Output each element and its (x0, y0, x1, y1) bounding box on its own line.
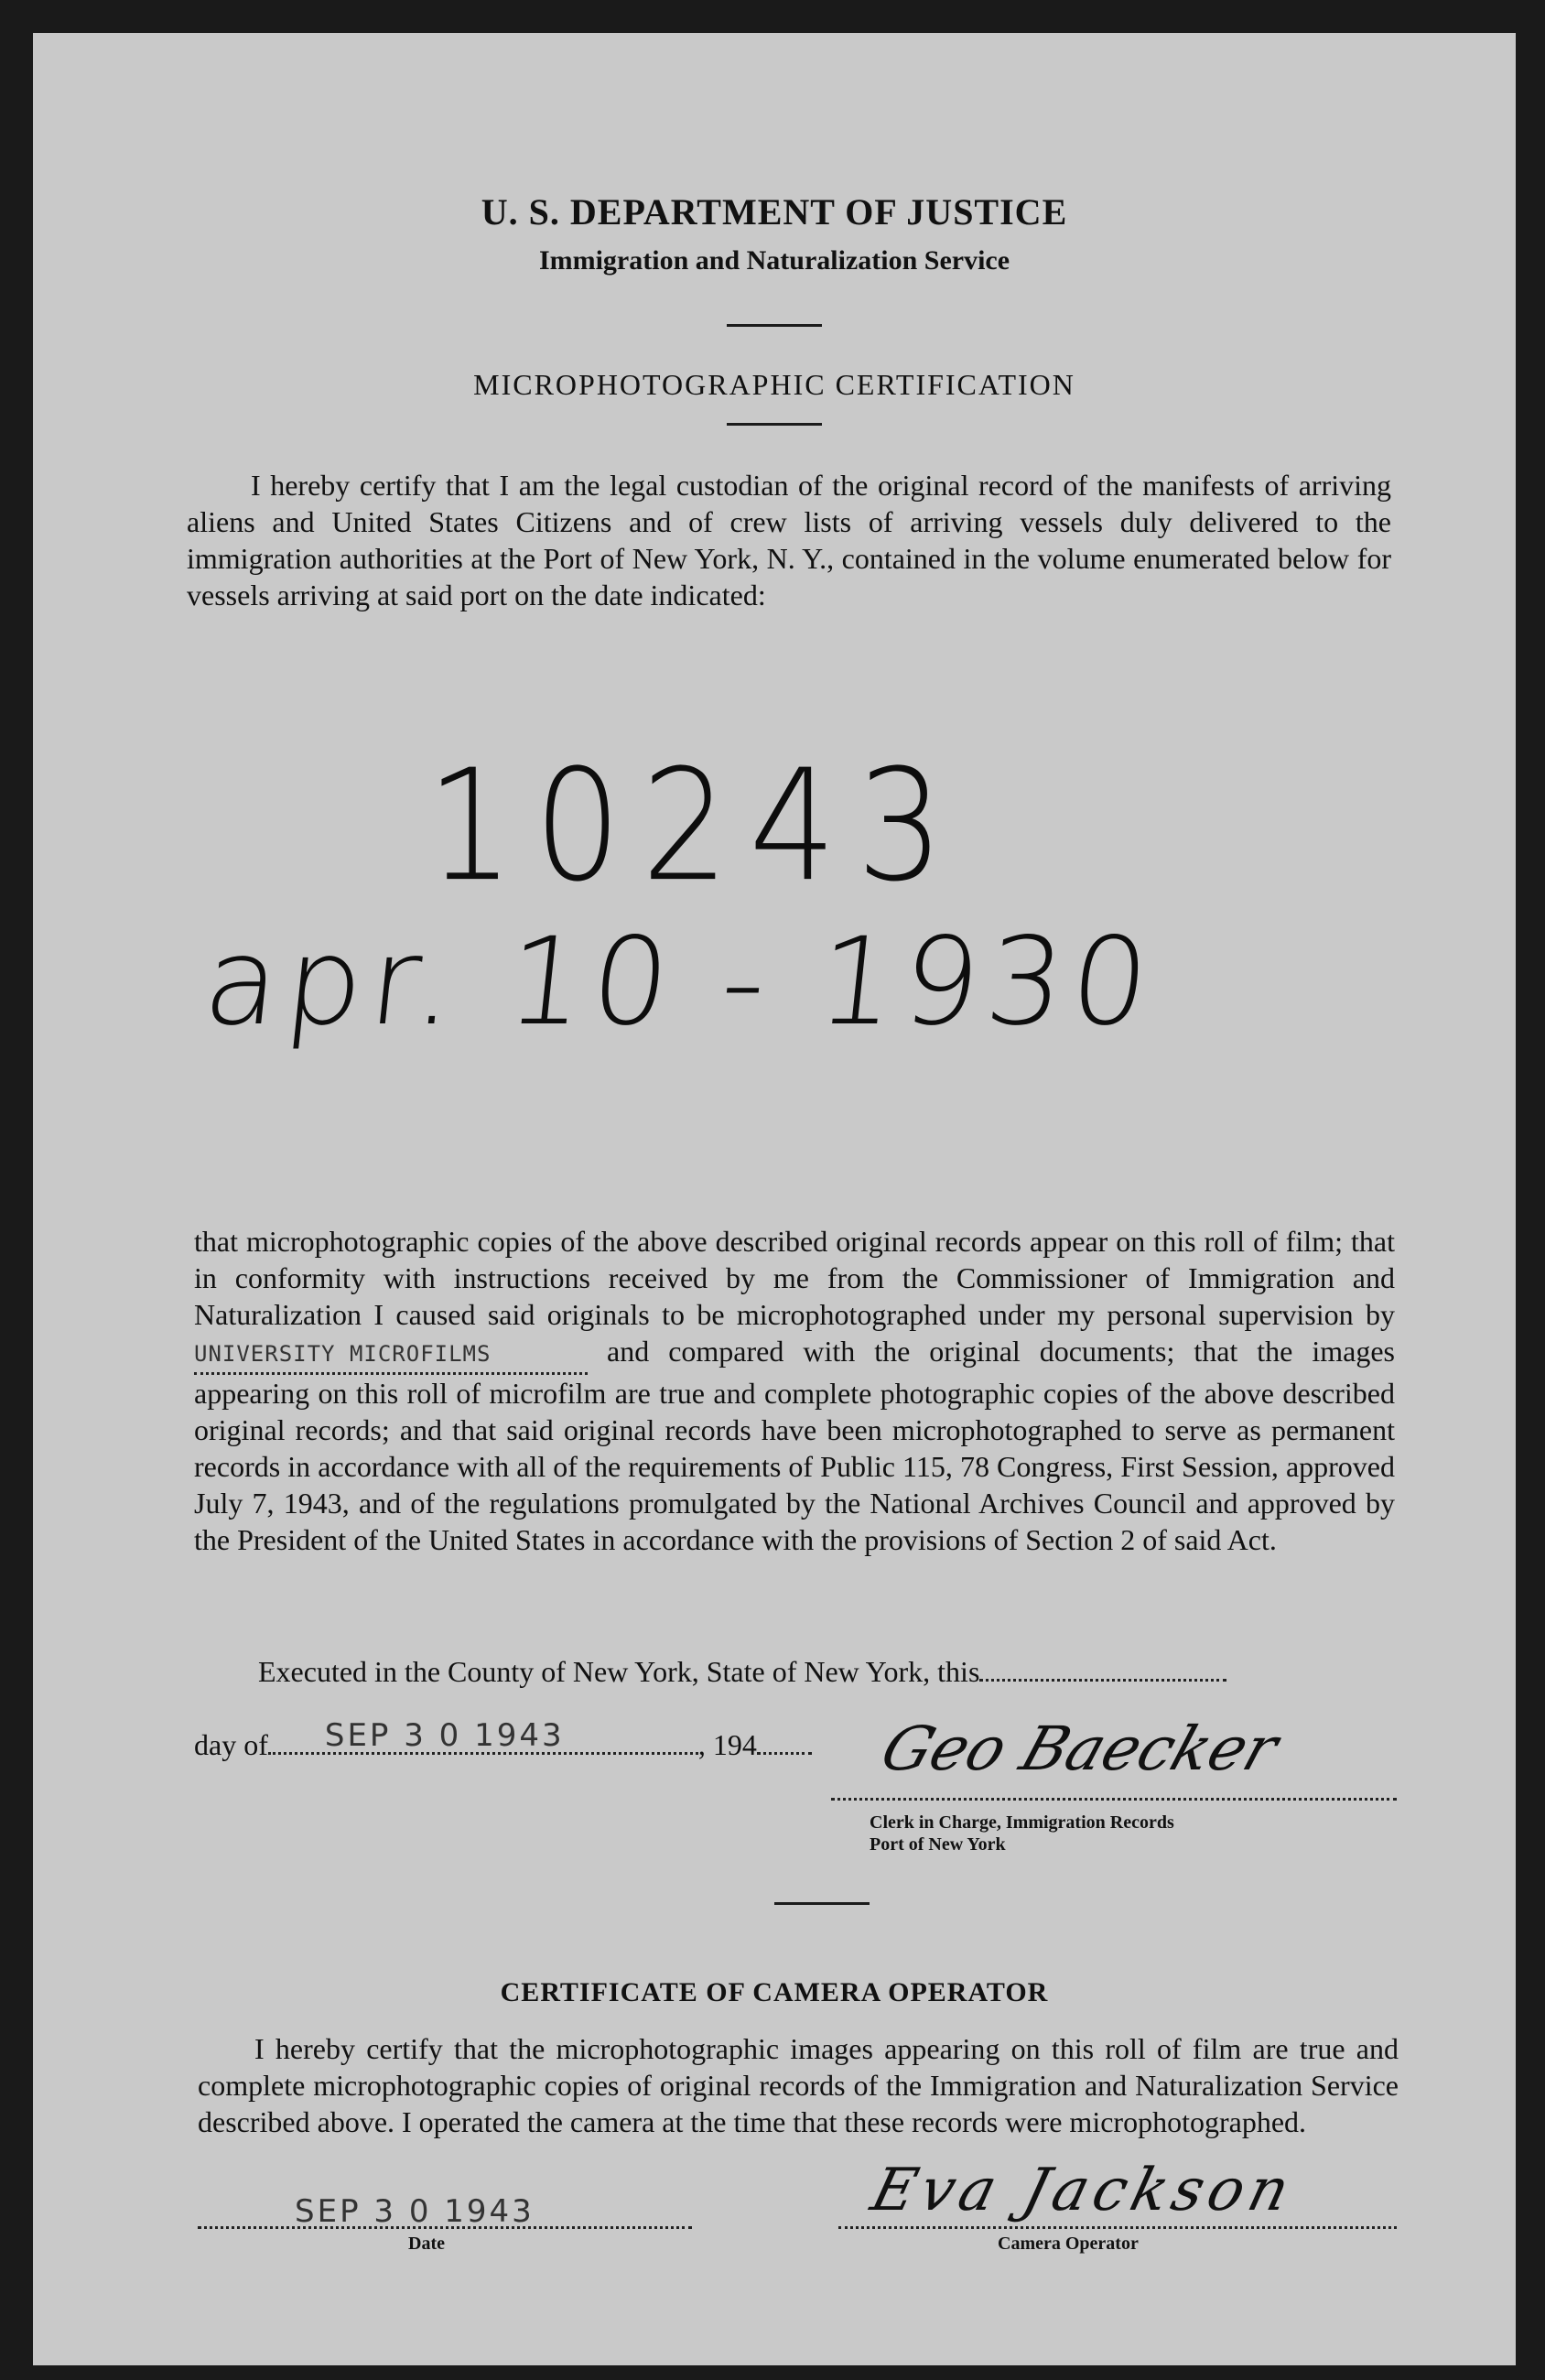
clerk-signature: Geo Baecker (872, 1714, 1287, 1784)
executed-line (258, 1655, 1397, 1689)
body-paragraph (194, 1223, 1395, 1558)
operator-signature: Eva Jackson (864, 2157, 1302, 2224)
operator-date-stamp: SEP 3 0 1943 (295, 2193, 535, 2230)
body-paragraph-part2: and compared with the original documents; that the images appearing on this roll of microfilm are true and complete photographic copies of the above described original records; and that said original records have been microphotographed to serve as permanent records in accordance with all of the requirements of Public 115, 78 Congress, First Session, approved July 7, 1943, and of the regulations promulgated by the National Archives Council and approved by the President of the United States in accordance with the provisions of Section 2 of said Act. (194, 1335, 1396, 1556)
intro-paragraph: I hereby certify that I am the legal custodian of the original record of the manifests of arriving aliens and United States Citizens and of crew lists of arriving vessels duly delivered to the immigration authorities at the Port of New York, N. Y., contained in the volume enumerated below for vessels arriving at said port on the date indicated: (187, 469, 1391, 611)
day-of-label: day of (194, 1728, 268, 1761)
certification-heading: MICROPHOTOGRAPHIC CERTIFICATION (473, 368, 1075, 401)
divider-rule (727, 324, 822, 327)
date-label: Date (408, 2234, 445, 2254)
operator-signature-line (838, 2226, 1397, 2229)
clerk-title-line2: Port of New York (870, 1834, 1006, 1855)
clerk-signature-line (831, 1798, 1397, 1801)
year-prefix: , 194 (697, 1728, 757, 1761)
camera-operator-label: Camera Operator (998, 2234, 1139, 2254)
day-of-blank (268, 1717, 698, 1755)
executed-day-blank (979, 1657, 1226, 1682)
clerk-title-line1: Clerk in Charge, Immigration Records (870, 1812, 1174, 1833)
body-paragraph-part1: that microphotographic copies of the above described original records appear on this roll of film; that in conformity with instructions received by me from the Commissioner of Immigration and Naturalization I caused said originals to be microphotographed under my personal supervision by (194, 1225, 1395, 1331)
day-of-line (194, 1717, 812, 1762)
microfilmer-field (194, 1333, 588, 1375)
handwritten-date: apr. 10 - 1930 (197, 912, 1163, 1053)
department-title: U. S. DEPARTMENT OF JUSTICE (481, 191, 1068, 233)
year-blank (757, 1730, 812, 1755)
executed-text: Executed in the County of New York, State of New York, this (258, 1655, 980, 1688)
service-subtitle: Immigration and Naturalization Service (538, 245, 1010, 276)
camera-operator-heading: CERTIFICATE OF CAMERA OPERATOR (500, 1977, 1049, 2007)
divider-rule (727, 423, 822, 426)
document-page (33, 33, 1516, 2365)
camera-operator-paragraph: I hereby certify that the microphotographic images appearing on this roll of film are true and complete microphotographic copies of original records of the Immigration and Naturalization Service described above. I operated the camera at the time that these records were microphotographed. (198, 2032, 1399, 2138)
divider-rule (774, 1902, 870, 1905)
date-stamp: SEP 3 0 1943 (324, 1717, 565, 1754)
handwritten-volume-number: 10243 (427, 737, 965, 916)
microfilmer-name: UNIVERSITY MICROFILMS (194, 1341, 492, 1367)
